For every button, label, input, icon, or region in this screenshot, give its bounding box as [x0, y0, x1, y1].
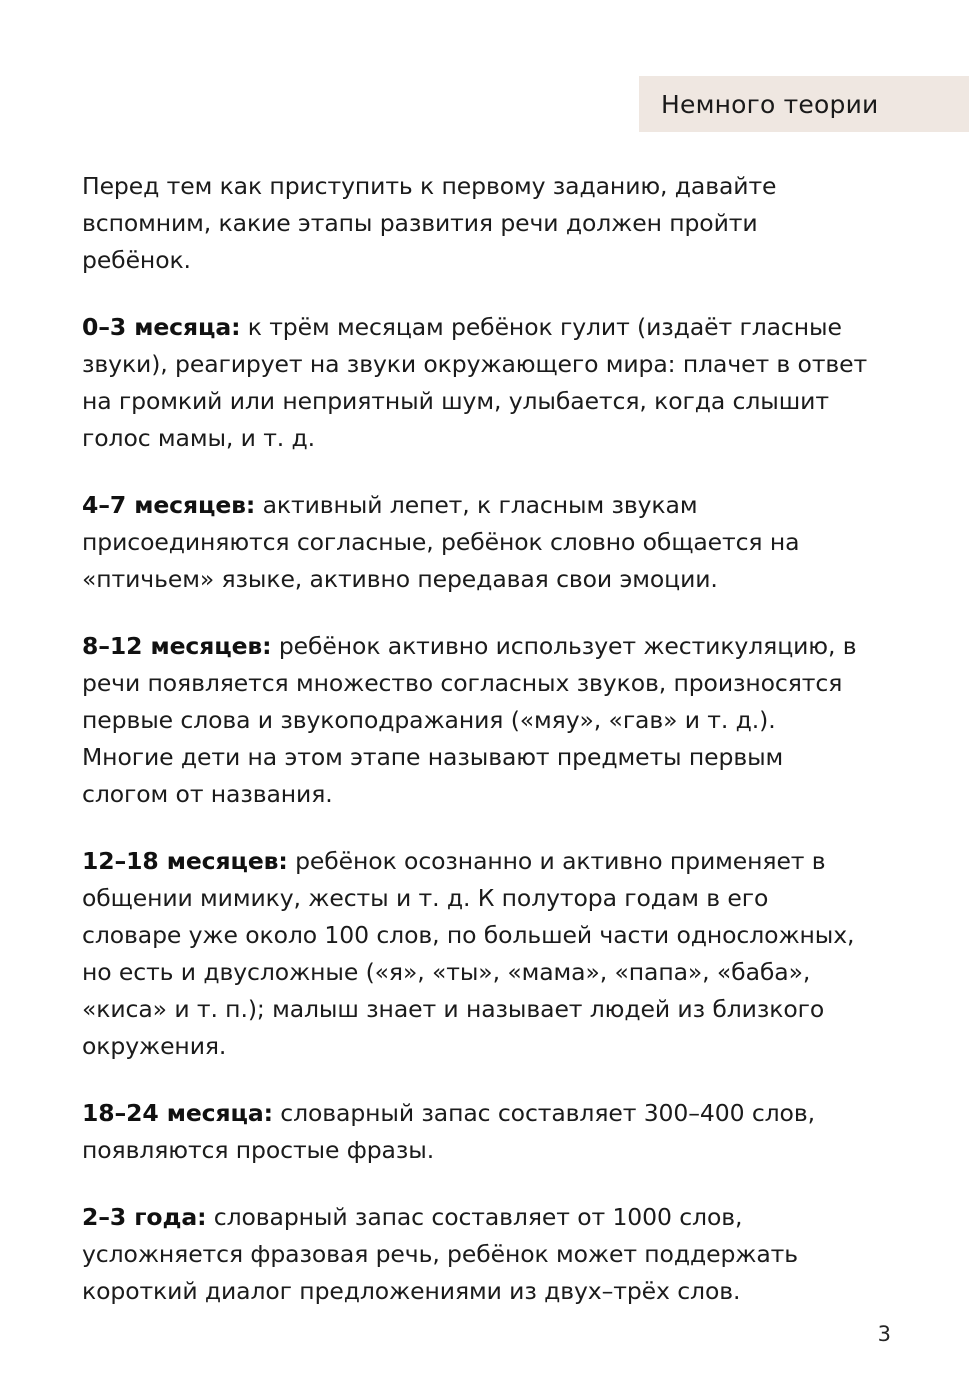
- stage-paragraph: [82, 1095, 872, 1169]
- stage-description: к трём месяцам ребёнок гулит (издаёт гласные звуки), реагирует на звуки окружающего мира: плачет в ответ на громкий или неприятный шум, улыбается, когда слышит голос мамы, и т. д.: [82, 313, 868, 452]
- stage-paragraph: [82, 628, 872, 813]
- page-title: Немного теории: [661, 89, 879, 119]
- stage-description: словарный запас составляет от 1000 слов, усложняется фразовая речь, ребёнок может поддержать короткий диалог предложениями из двух–трёх слов.: [82, 1203, 799, 1305]
- article-body: [82, 168, 872, 1310]
- section-header-band: [639, 76, 969, 132]
- stage-age-label: 0–3 месяца:: [82, 313, 241, 341]
- stage-age-label: 8–12 месяцев:: [82, 632, 272, 660]
- stage-paragraph: [82, 1199, 872, 1310]
- stage-age-label: 2–3 года:: [82, 1203, 207, 1231]
- stage-description: ребёнок осознанно и активно применяет в общении мимику, жесты и т. д. К полутора годам в его словаре уже около 100 слов, по большей части односложных, но есть и двусложные («я», «ты», «мама», «папа», «баба», «киса» и т. п.); малыш знает и называет людей из близкого окружения.: [82, 847, 855, 1060]
- stage-age-label: 18–24 месяца:: [82, 1099, 273, 1127]
- stage-description: словарный запас составляет 300–400 слов, появляются простые фразы.: [82, 1099, 815, 1164]
- stage-paragraph: [82, 843, 872, 1065]
- stage-description: активный лепет, к гласным звукам присоединяются согласные, ребёнок словно общается на «птичьем» языке, активно передавая свои эмоции.: [82, 491, 800, 593]
- stage-age-label: 4–7 месяцев:: [82, 491, 256, 519]
- intro-paragraph: Перед тем как приступить к первому заданию, давайте вспомним, какие этапы развития речи должен пройти ребёнок.: [82, 172, 777, 274]
- stage-age-label: 12–18 месяцев:: [82, 847, 288, 875]
- stage-description: ребёнок активно использует жестикуляцию, в речи появляется множество согласных звуков, произносятся первые слова и звукоподражания («мяу», «гав» и т. д.). Многие дети на этом этапе называют предметы первым слогом от названия.: [82, 632, 857, 808]
- page-number: 3: [877, 1322, 891, 1346]
- stage-paragraph: [82, 487, 872, 598]
- stage-paragraph: [82, 309, 872, 457]
